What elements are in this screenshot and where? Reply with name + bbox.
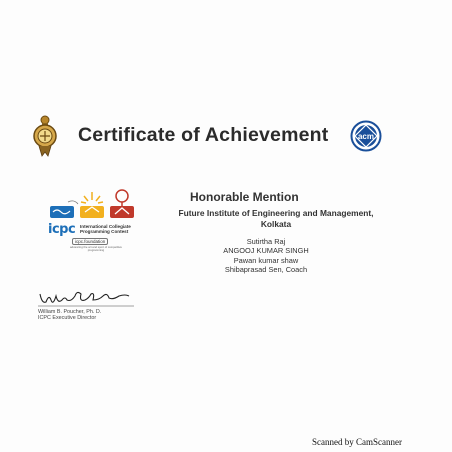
team-member: ANGOOJ KUMAR SINGH [223, 246, 309, 256]
team-member: Sutirtha Raj [246, 237, 286, 246]
certificate-title: Certificate of Achievement [78, 124, 329, 146]
signatory-role: ICPC Executive Director [38, 315, 97, 321]
scanner-watermark: Scanned by CamScanner [312, 437, 402, 447]
icpc-foundation-label: icpc.foundation [72, 238, 108, 245]
icpc-subtitle: International Collegiate Programming Contest [80, 224, 131, 234]
acm-logo-icon [350, 120, 382, 152]
team-coach: Shibaprasad Sen, Coach [224, 264, 308, 274]
icpc-wordmark: icpc [48, 222, 76, 237]
institution-name: Future Institute of Engineering and Management, Kolkata [178, 208, 374, 229]
team-member: Pawan kumar shaw [233, 255, 299, 265]
award-title: Honorable Mention [190, 190, 299, 204]
university-seal-icon [30, 114, 60, 158]
svg-text:acm: acm [357, 132, 375, 141]
signatory-name: William B. Poucher, Ph. D. [38, 309, 102, 315]
icpc-tagline: advancing the art and sport of competitive programming [70, 245, 122, 253]
team-members [176, 237, 356, 274]
